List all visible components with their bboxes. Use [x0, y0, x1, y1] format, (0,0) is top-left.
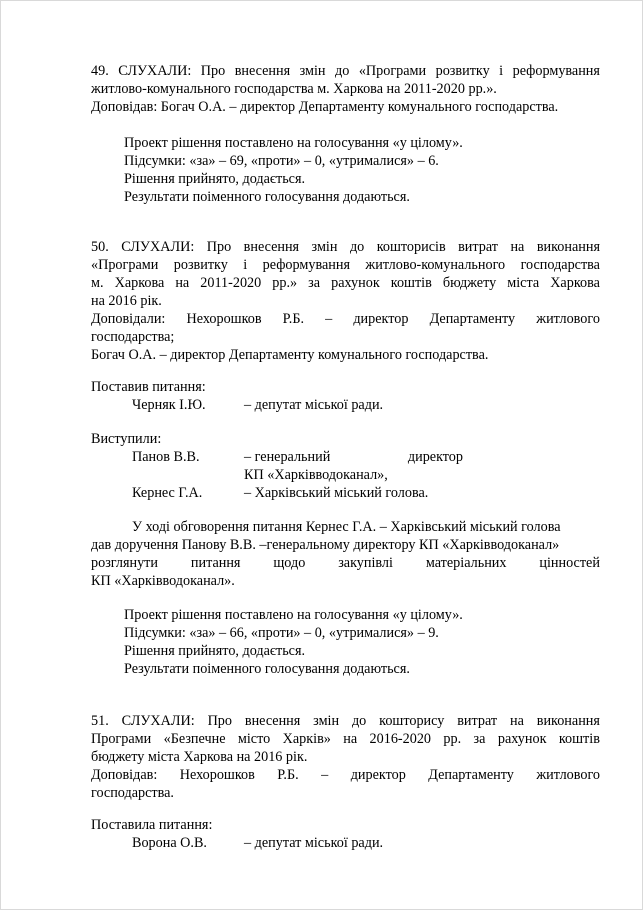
word: господарства [520, 257, 600, 273]
word: внесення [244, 713, 301, 729]
item-51-reporter-cont: господарства. [91, 785, 174, 801]
word: рр. [443, 731, 462, 747]
item-50-heading-line3 [91, 274, 600, 292]
word: рахунок [497, 731, 547, 747]
word: Харкова [550, 275, 600, 291]
word: виконання [536, 713, 600, 729]
word: і [243, 257, 248, 273]
word: «Безпечне [163, 731, 226, 747]
word: на [175, 275, 190, 291]
word: Департаменту [428, 767, 514, 783]
word: розвитку [173, 257, 228, 273]
word: до [349, 239, 365, 255]
word: СЛУХАЛИ: [121, 713, 195, 729]
item-51-heading-line3: бюджету міста Харкова на 2016 рік. [91, 749, 308, 765]
item-50-reporters [91, 310, 600, 328]
word: Доповідали: [91, 311, 166, 327]
item-49-vote-proposal: Проект рішення поставлено на голосування «у цілому». [124, 135, 463, 151]
word: житлового [536, 311, 600, 327]
word: і [499, 63, 504, 79]
item-51-raised-role: – депутат міської ради. [244, 835, 384, 851]
word: за [473, 731, 486, 747]
word: директор [407, 449, 463, 465]
word: Р.Б. [282, 311, 305, 327]
item-49-heading-cont: житлово-комунального господарства м. Харкова на 2011-2020 рр.». [91, 81, 497, 97]
item-50-discussion-line3 [91, 554, 600, 572]
word: Нехорошков [179, 767, 255, 783]
word: Про [207, 713, 232, 729]
item-50-raised-label: Поставив питання: [91, 379, 206, 395]
item-50-speaker-2-name: Кернес Г.А. [132, 485, 203, 501]
word: – [325, 311, 333, 327]
word: Про [206, 239, 232, 255]
word: виконання [536, 239, 600, 255]
word: питання [190, 555, 241, 571]
word: Про [200, 63, 226, 79]
word: «Програми [91, 257, 159, 273]
word: на [510, 239, 525, 255]
word: за [308, 275, 321, 291]
word: кошторису [379, 713, 445, 729]
item-51-heading-line2 [91, 730, 600, 748]
word: внесення [243, 239, 300, 255]
word: директор [350, 767, 406, 783]
word: на [343, 731, 358, 747]
word: «Програми [358, 63, 427, 79]
item-50-speaker-2-role: – Харківський міський голова. [244, 485, 429, 501]
item-50-speaker-1-role [244, 448, 463, 466]
word: житлового [536, 767, 600, 783]
item-50-heading [91, 238, 600, 256]
word: витрат [458, 239, 498, 255]
item-49-reporter: Доповідав: Богач О.А. – директор Департаменту комунального господарства. [91, 99, 559, 115]
word: 2011-2020 [200, 275, 262, 291]
item-50-vote-results: Підсумки: «за» – 66, «проти» – 0, «утрималися» – 9. [124, 625, 439, 641]
item-50-discussion-line4: КП «Харківводоканал». [91, 573, 235, 589]
word: коштів [558, 731, 600, 747]
item-49-vote-results: Підсумки: «за» – 69, «проти» – 0, «утрималися» – 6. [124, 153, 439, 169]
word: Харків» [282, 731, 331, 747]
word: м. [91, 275, 104, 291]
word: витрат [457, 713, 498, 729]
word: змін [299, 63, 326, 79]
item-49-decision: Рішення прийнято, додається. [124, 171, 306, 187]
item-50-reporters-cont: господарства; [91, 329, 175, 345]
item-50-heading-line2 [91, 256, 600, 274]
word: Нехорошков [186, 311, 262, 327]
word: на [509, 713, 524, 729]
word: змін [311, 239, 338, 255]
word: бюджету [442, 275, 497, 291]
item-50-discussion-line1: У ході обговорення питання Кернес Г.А. – Харківський міський голова [132, 519, 561, 535]
word: розвитку [435, 63, 490, 79]
word: Харкова [114, 275, 165, 291]
item-49-heading [91, 62, 600, 80]
word: внесення [234, 63, 291, 79]
word: щодо [273, 555, 306, 571]
word: коштів [390, 275, 432, 291]
word: житлово-комунального [365, 257, 506, 273]
word: 50. [91, 239, 109, 255]
item-50-speaker-1-org: КП «Харківводоканал», [244, 467, 388, 483]
word: – [321, 767, 329, 783]
word: 51. [91, 713, 109, 729]
word: СЛУХАЛИ: [118, 63, 192, 79]
word: 2016-2020 [369, 731, 432, 747]
word: рр.» [272, 275, 298, 291]
word: Р.Б. [277, 767, 299, 783]
item-51-raised-label: Поставила питання: [91, 817, 213, 833]
item-51-heading [91, 712, 600, 730]
item-50-rollcall-note: Результати поіменного голосування додаються. [124, 661, 410, 677]
item-51-raised-name: Ворона О.В. [132, 835, 207, 851]
word: до [351, 713, 367, 729]
word: кошторисів [376, 239, 446, 255]
word: до [335, 63, 350, 79]
word: матеріальних [425, 555, 507, 571]
word: закупівлі [338, 555, 393, 571]
word: реформування [512, 63, 600, 79]
item-50-decision: Рішення прийнято, додається. [124, 643, 306, 659]
word: Департаменту [429, 311, 516, 327]
item-50-spoke-label: Виступили: [91, 431, 162, 447]
word: рахунок [331, 275, 380, 291]
word: 49. [91, 63, 109, 79]
word: міста [507, 275, 540, 291]
word: – генеральний [244, 449, 331, 465]
item-50-heading-line4: на 2016 рік. [91, 293, 162, 309]
word: СЛУХАЛИ: [121, 239, 195, 255]
word: директор [353, 311, 409, 327]
word: розглянути [91, 555, 158, 571]
word: Доповідав: [91, 767, 158, 783]
item-50-discussion-line2: дав доручення Панову В.В. –генеральному директору КП «Харківводоканал» [91, 537, 560, 553]
word: змін [313, 713, 340, 729]
word: місто [237, 731, 271, 747]
word: Програми [91, 731, 152, 747]
item-51-reporter [91, 766, 600, 784]
item-49-rollcall-note: Результати поіменного голосування додаються. [124, 189, 410, 205]
item-50-reporter-2: Богач О.А. – директор Департаменту комунального господарства. [91, 347, 489, 363]
item-50-raised-name: Черняк І.Ю. [132, 397, 206, 413]
item-50-raised-role: – депутат міської ради. [244, 397, 384, 413]
word: цінностей [539, 555, 600, 571]
item-50-vote-proposal: Проект рішення поставлено на голосування «у цілому». [124, 607, 463, 623]
item-50-speaker-1-name: Панов В.В. [132, 449, 200, 465]
word: реформування [262, 257, 350, 273]
